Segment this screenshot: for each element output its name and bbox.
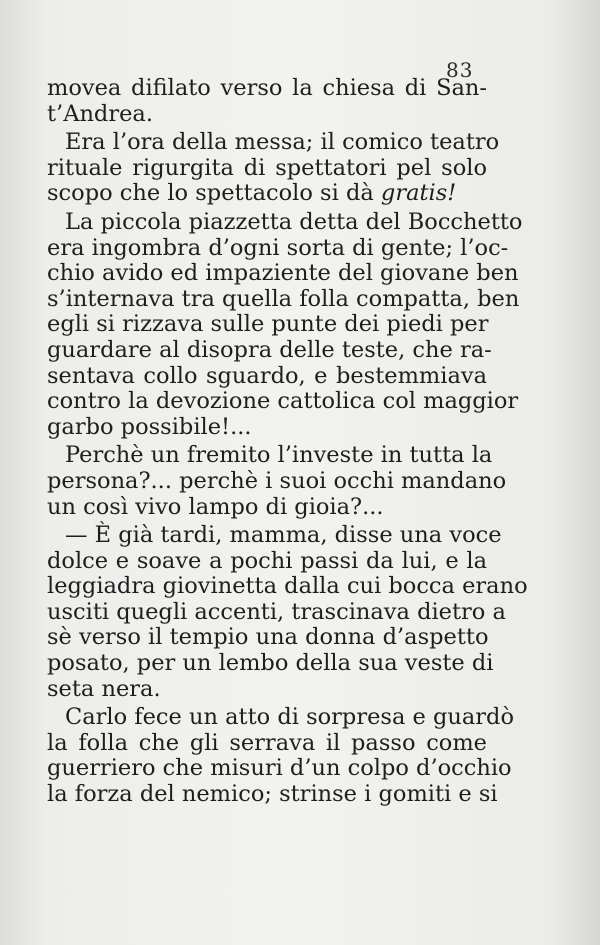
text-line: posato, per un lembo della sua veste di: [47, 650, 494, 677]
text-line: garbo possibile!...: [47, 413, 252, 440]
text-line: seta nera.: [47, 675, 161, 702]
text-line: persona?... perchè i suoi occhi mandano: [47, 467, 507, 494]
text-line: scopo che lo spettacolo si dà gratis!: [47, 180, 457, 207]
text-line: contro la devozione cattolica col maggior: [47, 388, 519, 415]
text-line: t’Andrea.: [47, 100, 153, 127]
text-line: rituale rigurgita di spettatori pel solo: [47, 154, 487, 181]
text-line: usciti quegli accenti, trascinava dietro a: [47, 598, 506, 625]
text-line: Era l’ora della messa; il comico teatro: [65, 129, 500, 156]
text-line: sentava collo sguardo, e bestemmiava: [47, 362, 487, 389]
text-line: la folla che gli serrava il passo come: [47, 729, 487, 756]
italic-word: gratis!: [380, 180, 457, 207]
text-line: egli si rizzava sulle punte dei piedi per: [47, 311, 489, 338]
text-line: Carlo fece un atto di sorpresa e guardò: [65, 704, 514, 731]
text-line: era ingombra d’ogni sorta di gente; l’oc-: [47, 234, 509, 261]
page-number: 83: [446, 58, 474, 82]
text-line: la forza del nemico; strinse i gomiti e si: [47, 781, 498, 808]
text-line: — È già tardi, mamma, disse una voce: [65, 522, 502, 549]
text-line: un così vivo lampo di gioia?...: [47, 493, 384, 520]
page-body-text: [47, 75, 528, 808]
text-line: Perchè un fremito l’investe in tutta la: [65, 442, 493, 469]
text-line: s’internava tra quella folla compatta, ben: [47, 285, 520, 312]
text-line: dolce e soave a pochi passi da lui, e la: [47, 547, 487, 574]
text-line: sè verso il tempio una donna d’aspetto: [47, 624, 489, 651]
text-line: guerriero che misuri d’un colpo d’occhio: [47, 755, 512, 782]
text-line: La piccola piazzetta detta del Bocchetto: [65, 208, 523, 235]
text-line: guardare al disopra delle teste, che ra-: [47, 336, 492, 363]
text-line: leggiadra giovinetta dalla cui bocca erano: [47, 573, 528, 600]
text-line: chio avido ed impaziente del giovane ben: [47, 260, 519, 287]
text-line: movea difilato verso la chiesa di San-: [47, 75, 487, 101]
